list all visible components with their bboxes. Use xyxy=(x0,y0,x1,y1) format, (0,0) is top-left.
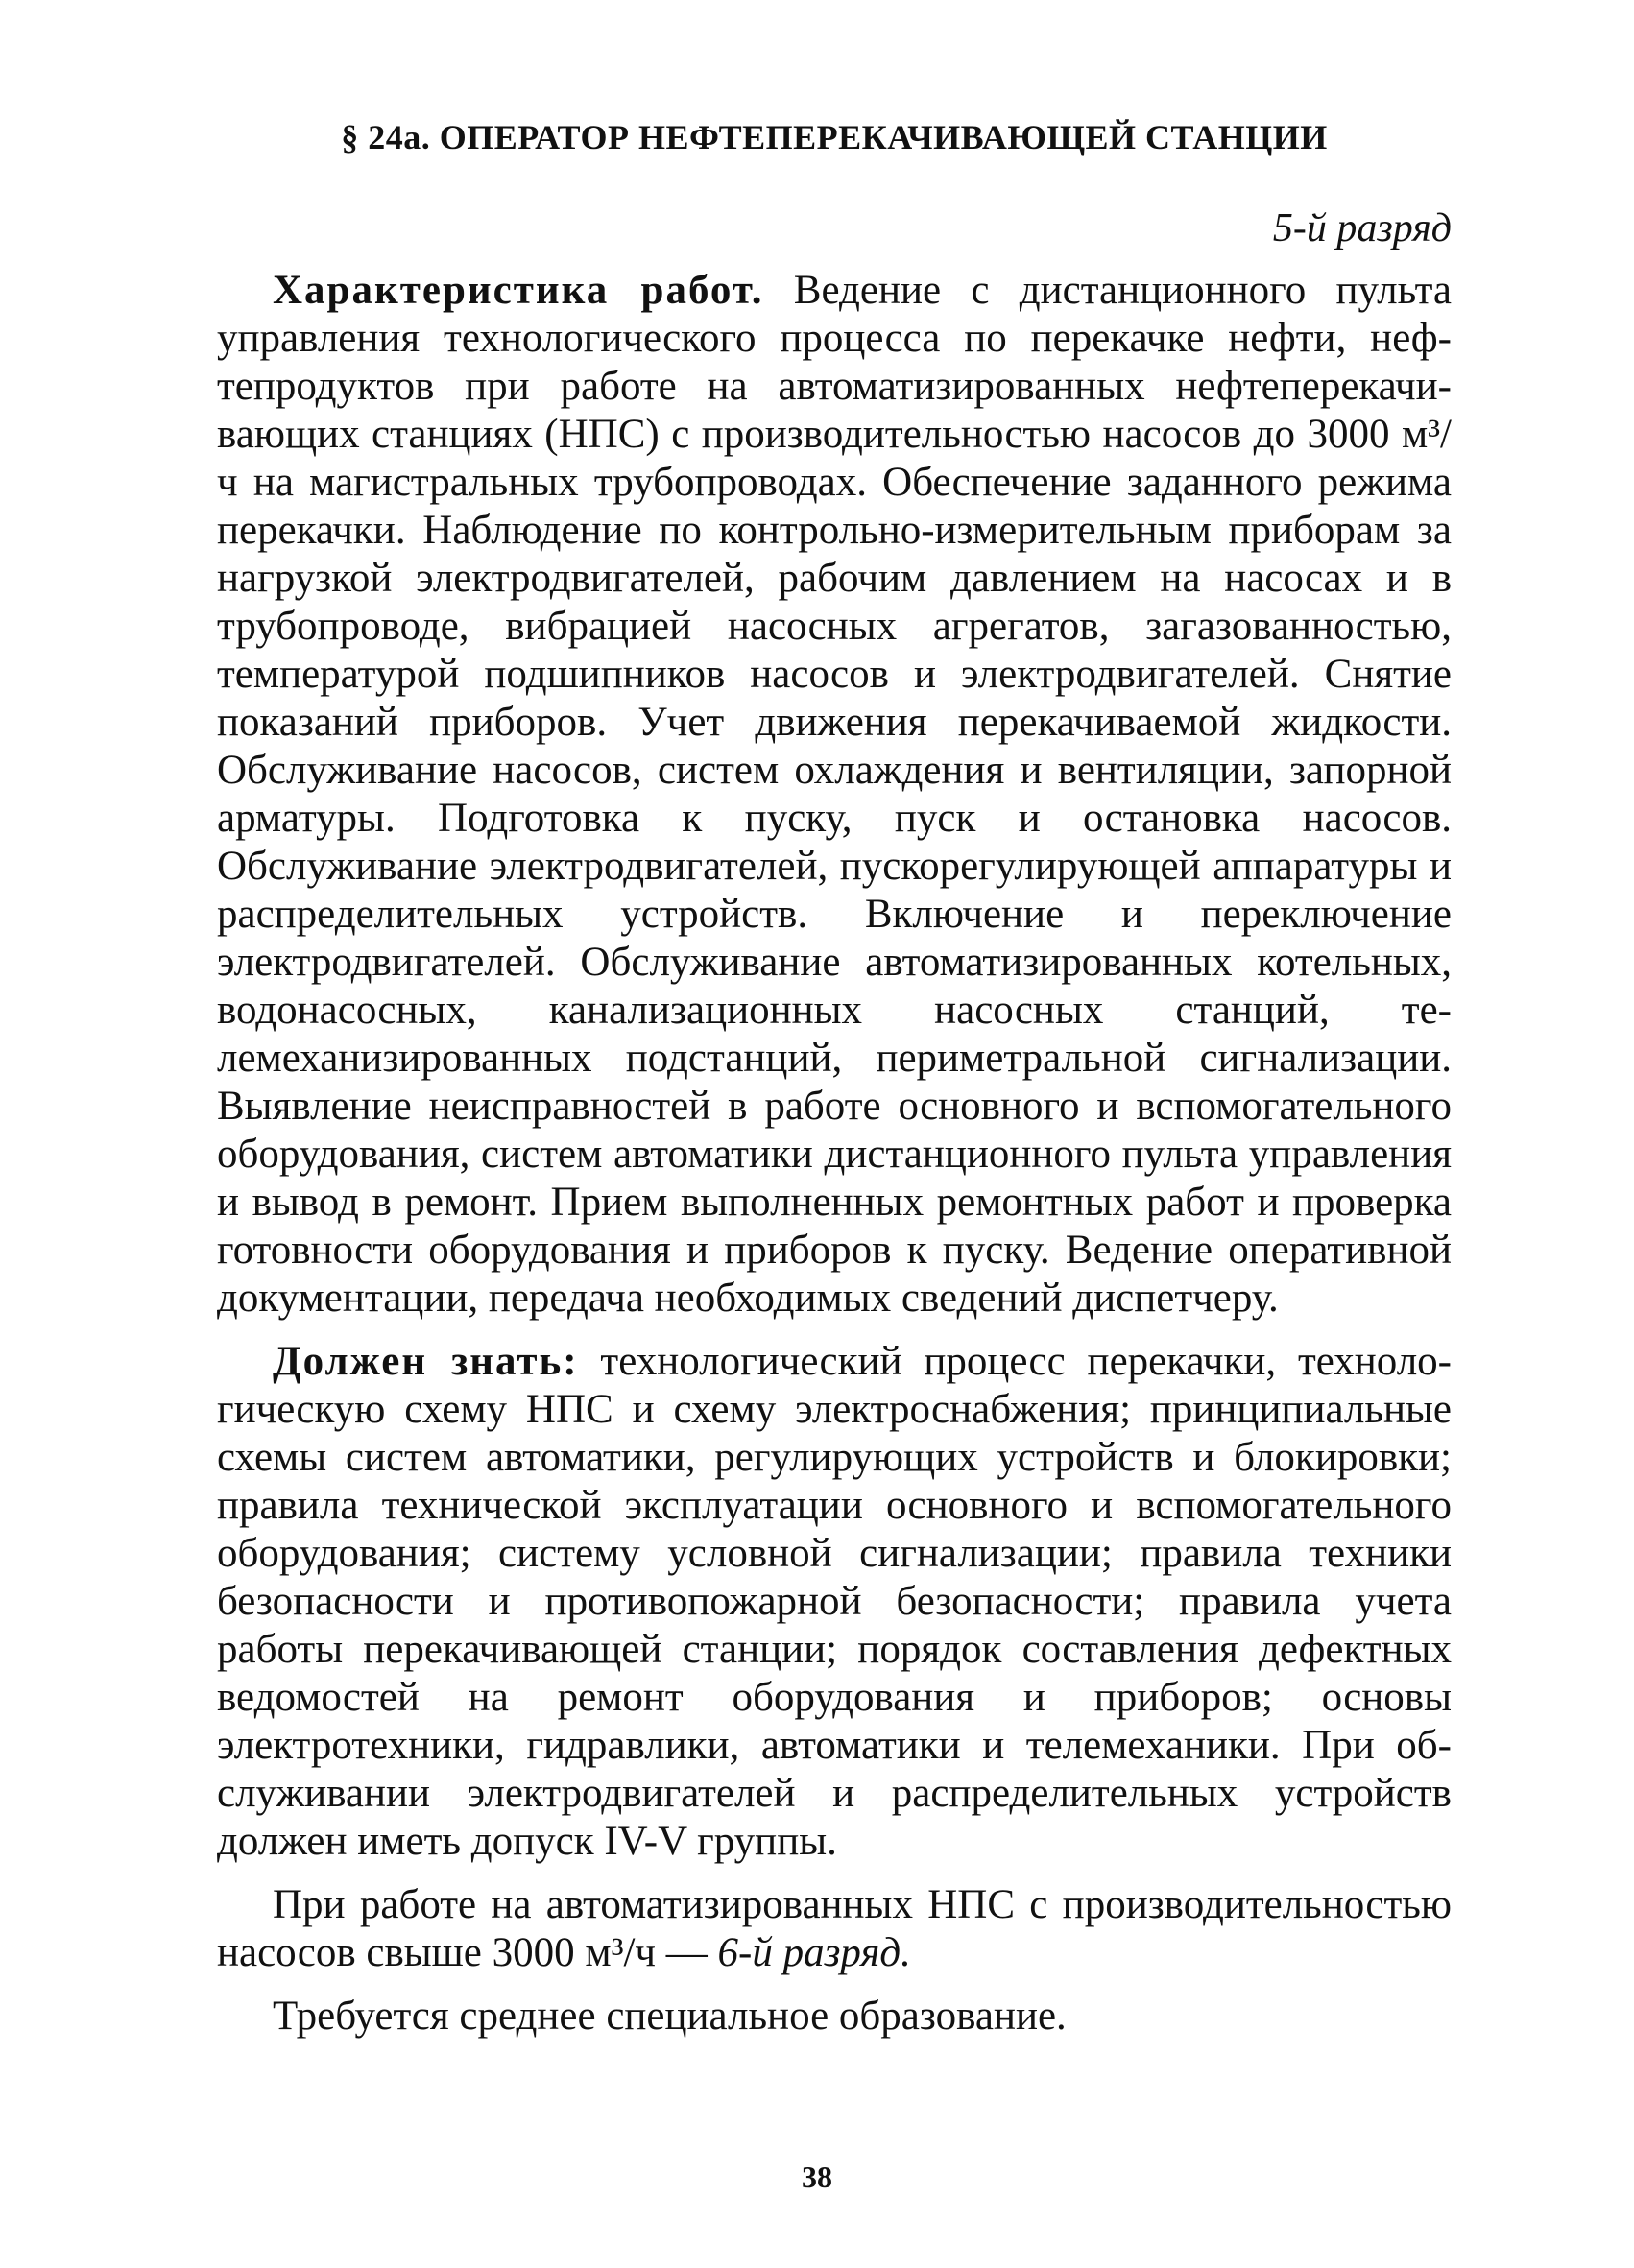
characteristics-text: Ведение с дистанционного пульта управления технологического процесса по перекачке нефти, нефтепродуктов при работе на автоматизированных нефтеперекачивающих станциях (НПС) с производительностью насосов до 3000 м³/ч на магистральных трубопроводах. Обеспечение заданного режима перекачки. Наблюдение по контрольно-измерительным приборам за нагрузкой электродвигателей, рабочим давлением на насосах и в трубопроводе, вибрацией насосных агрегатов, загазованностью, температурой подшипников насосов и электродвигателей. Снятие показаний приборов. Учет движения перекачиваемой жидкости. Обслуживание насосов, систем охлаждения и вентиляции, запорной арматуры. Подготовка к пуску, пуск и остановка насосов. Обслуживание электродвигателей, пускорегулирующей аппаратуры и распределительных устройств. Включение и переключение электродвигателей. Обслуживание автоматизированных котельных, водонасосных, канализационных насосных станций, телемеханизированных подстанций, периметральной сигнализации. Выявление неисправностей в работе основного и вспомогательного оборудования, систем автоматики дистанционного пульта управления и вывод в ремонт. Прием выполненных ремонтных работ и проверка готовности оборудования и приборов к пуску. Ведение оперативной документации, передача необходимых сведений диспетчеру. xyxy=(217,268,1452,1321)
characteristics-paragraph xyxy=(217,267,1452,1323)
page-content xyxy=(217,117,1452,2056)
higher-grade-paragraph xyxy=(217,1881,1452,1977)
higher-grade-text: При работе на автоматизированных НПС с производительностью насосов свыше 3000 м³/ч — xyxy=(217,1882,1452,1975)
knowledge-paragraph xyxy=(217,1338,1452,1866)
education-paragraph: Требуется среднее специальное образование. xyxy=(273,1993,1067,2039)
grade-label: 5-й разряд xyxy=(1272,206,1452,251)
higher-grade-label: 6-й разряд. xyxy=(717,1930,911,1975)
section-heading: § 24а. ОПЕРАТОР НЕФТЕПЕРЕКАЧИВАЮЩЕЙ СТАНЦИИ xyxy=(341,118,1328,156)
knowledge-label: Должен знать: xyxy=(273,1339,579,1384)
characteristics-label: Характеристика работ. xyxy=(273,268,764,313)
page-number: 38 xyxy=(802,2160,832,2194)
knowledge-text: технологический процесс перекачки, технологическую схему НПС и схему электроснабжения; принципиальные схемы систем автоматики, регулирующих устройств и блокировки; правила технической эксплуатации основного и вспомогательного оборудования; систему условной сигнализации; правила техники безопасности и противопожарной безопасности; правила учета работы перекачивающей станции; порядок составления дефектных ведомостей на ремонт оборудования и приборов; основы электротехники, гидравлики, автоматики и телемеханики. При обслуживании электродвигателей и распределительных устройств должен иметь допуск IV-V группы. xyxy=(217,1339,1452,1864)
